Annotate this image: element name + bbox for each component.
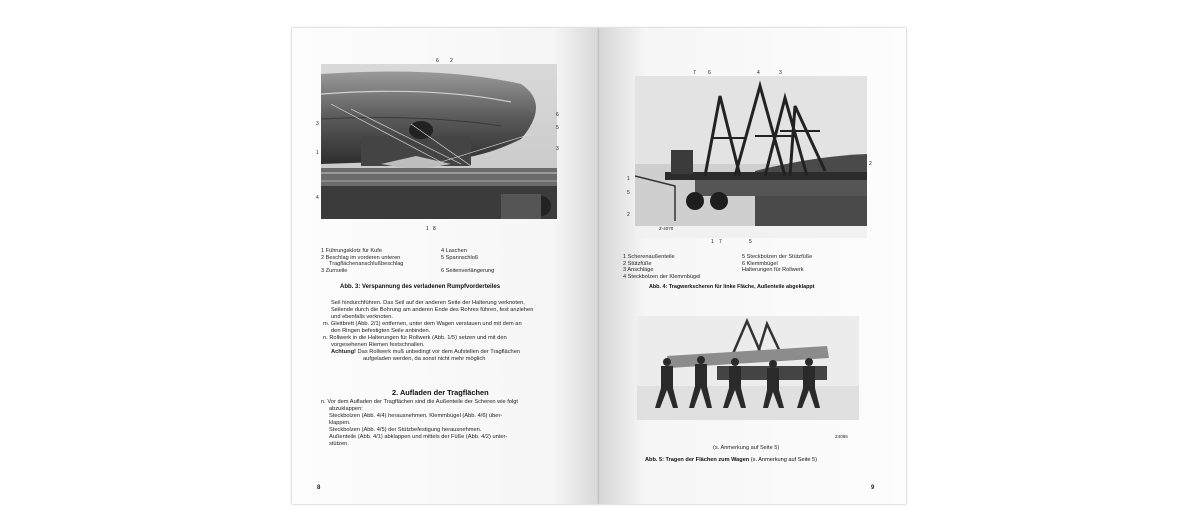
- legend-item: 3 Anschläge: [623, 267, 654, 274]
- page-number: 8: [317, 485, 321, 491]
- wing-scissors-photo-illustration: [635, 76, 867, 238]
- callout: 1: [711, 239, 714, 245]
- paragraph-line: n. Rollwerk in die Halterungen für Rollwerk (Abb. 1/5) setzen und mit den: [323, 335, 507, 341]
- callout: 1: [316, 150, 319, 156]
- callout: 6: [436, 58, 439, 64]
- wing-loading-text: [321, 399, 573, 448]
- paragraph-line: klappen.: [329, 420, 351, 426]
- paragraph-line: vorgesehenen Riemen festschnallen.: [331, 342, 425, 348]
- paragraph-line: stützen.: [329, 441, 349, 447]
- callout: 5: [556, 125, 559, 131]
- legend-item: Halterungen für Rollwerk: [742, 267, 804, 274]
- callout: 4: [316, 195, 319, 201]
- paragraph-line: den Ringen befestigten Seile anbinden.: [331, 328, 431, 334]
- callout: 1: [627, 176, 630, 182]
- figure-5-note: (s. Anmerkung auf Seite 5): [713, 445, 780, 451]
- callout: 2: [627, 212, 630, 218]
- figure-4-caption: Abb. 4: Tragwerkscheren für linke Fläche, Außenteile abgeklappt: [649, 284, 815, 290]
- warning-label: Achtung!: [331, 349, 356, 355]
- legend-item: 1 Führungsklotz für Kufe: [321, 248, 382, 254]
- callout: 1: [426, 226, 429, 232]
- figure-5-photo: [637, 316, 859, 420]
- legend-item: 1 Scherenaußenteile: [623, 254, 675, 260]
- men-carrying-wing-illustration: [637, 316, 859, 420]
- legend-item: 2 Stützfüße: [623, 260, 652, 267]
- figure-4-legend: [623, 254, 873, 284]
- callout: 6: [708, 70, 711, 76]
- legend-item: 4 Laschen: [441, 248, 467, 254]
- callout: 4: [757, 70, 760, 76]
- callout: 3: [556, 146, 559, 152]
- callout: 5: [627, 190, 630, 196]
- callout: 2: [450, 58, 453, 64]
- legend-item: 6 Seitenverlängerung: [441, 267, 495, 274]
- caption-normal: (s. Anmerkung auf Seite 5): [749, 457, 818, 463]
- figure-3-caption: Abb. 3: Verspannung des verladenen Rumpfvorderteiles: [340, 284, 501, 290]
- figure-4-photo: [635, 76, 867, 238]
- figure-3-legend: [321, 248, 561, 278]
- booklet-spread: [292, 28, 906, 504]
- paragraph-line: m. Gleitbrett (Abb. 2/1) entfernen, unter dem Wagen verstauen und mit dem an: [323, 321, 522, 327]
- paragraph-line: Steckbolzen (Abb. 4/4) herausnehmen, Klemmbügel (Abb. 4/6) über-: [329, 413, 503, 419]
- paragraph-line: und ebenfalls verknoten.: [331, 314, 393, 320]
- warning-text: Das Rollwerk muß unbedingt vor dem Aufstellen der Tragflächen: [355, 349, 521, 355]
- callout: 7: [693, 70, 696, 76]
- callout: 6: [556, 112, 559, 118]
- paragraph-line: Seil hindurchführen. Das Seil auf der anderen Seite der Halterung verknoten,: [331, 300, 525, 306]
- legend-item: Tragflächenanschlußbeschlag: [329, 261, 404, 268]
- right-page: [599, 28, 906, 504]
- fuselage-photo-illustration: [321, 64, 557, 219]
- paragraph-line: Steckbolzen (Abb. 4/5) der Stützbefestigung herausnehmen.: [329, 427, 482, 433]
- page-number: 9: [871, 485, 875, 491]
- warning-line: [323, 349, 573, 356]
- legend-item: 5 Spannschloß: [441, 254, 479, 261]
- left-page: [292, 28, 599, 504]
- section-title: 2. Aufladen der Tragflächen: [392, 388, 489, 397]
- paragraph-line: abzuklappen:: [329, 406, 363, 412]
- callout: 5: [749, 239, 752, 245]
- callout: 2: [869, 161, 872, 167]
- photo-stamp: Z-4070: [659, 226, 674, 231]
- photo-stamp: Z4085: [835, 434, 848, 439]
- callout: 3: [779, 70, 782, 76]
- legend-item: 4 Steckbolzen der Klemmbügel: [623, 273, 701, 280]
- callout: 7: [719, 239, 722, 245]
- legend-item: 5 Steckbolzen der Stützfüße: [742, 254, 813, 260]
- legend-item: 3 Zurrseile: [321, 267, 348, 274]
- paragraph-line: Seilende durch die Bohrung am anderen Ende des Rohres führen, fest anziehen: [331, 307, 534, 313]
- caption-bold: Abb. 5: Tragen der Flächen zum Wagen: [645, 457, 750, 463]
- legend-item: 2 Beschlag im vorderen unteren: [321, 254, 401, 261]
- callout: 3: [316, 121, 319, 127]
- paragraph-line: aufgeladen werden, da sonst nicht mehr möglich: [363, 356, 486, 362]
- paragraph-line: n. Vor dem Aufladen der Tragflächen sind die Außenteile der Scheren wie folgt: [321, 399, 518, 405]
- assembly-instructions-text: [323, 300, 573, 363]
- callout: 8: [433, 226, 436, 232]
- paragraph-line: Außenteile (Abb. 4/1) abklappen und mittels der Füße (Abb. 4/2) unter-: [329, 434, 508, 440]
- figure-3-photo: [321, 64, 557, 219]
- figure-5-caption: [645, 457, 817, 463]
- legend-item: 6 Klemmbügel: [742, 260, 778, 267]
